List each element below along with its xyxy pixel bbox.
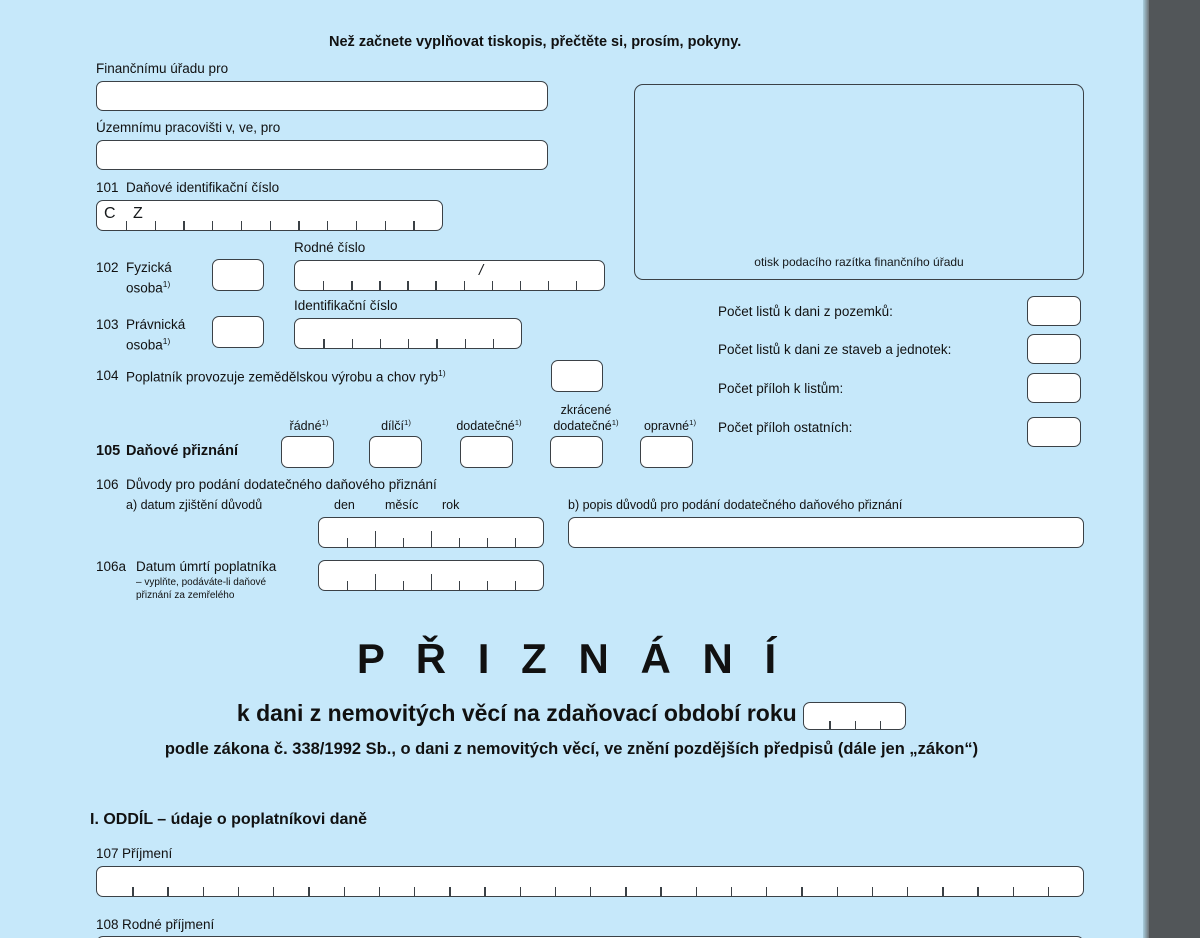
rodne-cislo-label: Rodné číslo (294, 240, 366, 255)
stamp-caption: otisk podacího razítka finančního úřadu (754, 255, 964, 269)
row-105-option-dodatecne-checkbox[interactable] (460, 436, 513, 468)
row-105-label: Daňové přiznání (126, 443, 238, 459)
date-header-mesic: měsíc (385, 498, 419, 512)
row-101-label: Daňové identifikační číslo (126, 180, 280, 195)
row-105-option-dodatecne-label: dodatečné$^{1)}$ (456, 418, 522, 434)
row-105-option-opravne-checkbox[interactable] (640, 436, 693, 468)
row-101-prefix-c: C (104, 205, 116, 222)
count-label-0: Počet listů k dani z pozemků: (718, 304, 893, 319)
count-input-1[interactable] (1027, 334, 1081, 364)
page-subtitle (0, 698, 1143, 732)
row-104-checkbox[interactable] (551, 360, 603, 392)
row-107-input[interactable] (96, 866, 1084, 897)
row-106-label: Důvody pro podání dodatečného daňového přiznání (126, 477, 437, 492)
row-101-number: 101 (96, 180, 119, 195)
page-subtitle-text: k dani z nemovitých věcí na zdaňovací období roku (236, 700, 797, 727)
row-106a-number: 106a (96, 559, 127, 574)
financni-urad-label: Finančnímu úřadu pro (96, 61, 229, 76)
row-105-option-zkracene-label-line2: dodatečné$^{1)}$ (553, 418, 619, 434)
row-106-date-input[interactable] (318, 517, 544, 548)
row-101-comb (97, 201, 442, 230)
row-108-label: Rodné příjmení (122, 917, 215, 932)
row-107-label: Příjmení (122, 846, 173, 861)
row-106-b-input[interactable] (568, 517, 1084, 548)
row-104-label: Poplatník provozuje zemědělskou výrobu a chov ryb$^{1)}$ (126, 368, 446, 385)
row-106-date-comb (319, 518, 543, 547)
row-101-prefix-z: Z (133, 205, 143, 222)
row-106-a-label: a) datum zjištění důvodů (126, 498, 263, 512)
identifikacni-cislo-comb (295, 319, 521, 348)
row-102-checkbox[interactable] (212, 259, 264, 291)
row-108-number: 108 (96, 917, 119, 932)
count-input-0[interactable] (1027, 296, 1081, 326)
date-header-rok: rok (442, 498, 460, 512)
count-input-2[interactable] (1027, 373, 1081, 403)
row-103-checkbox[interactable] (212, 316, 264, 348)
count-label-2: Počet příloh k listům: (718, 381, 844, 396)
row-106-b-label: b) popis důvodů pro podání dodatečného daňového přiznání (568, 498, 903, 512)
row-106a-date-comb (319, 561, 543, 590)
row-104-number: 104 (96, 368, 119, 383)
row-107-number: 107 (96, 846, 119, 861)
rodne-cislo-input[interactable] (294, 260, 605, 291)
row-105-option-zkracene-label-line1: zkrácené (560, 403, 612, 417)
year-input[interactable] (803, 702, 906, 730)
rodne-cislo-separator: / (479, 262, 484, 279)
uzemni-pracoviste-label: Územnímu pracovišti v, ve, pro (96, 120, 281, 135)
row-106a-note-line2: přiznání za zemřelého (136, 590, 235, 601)
uzemni-pracoviste-input[interactable] (96, 140, 548, 170)
row-105-option-radne-label: řádné$^{1)}$ (289, 418, 329, 434)
stamp-box (634, 84, 1084, 280)
row-103-label-line2: osoba$^{1)}$ (126, 336, 171, 353)
row-105-option-dilci-checkbox[interactable] (369, 436, 422, 468)
count-label-1: Počet listů k dani ze staveb a jednotek: (718, 342, 952, 357)
row-101-dic-input[interactable] (96, 200, 443, 231)
row-106a-label: Datum úmrtí poplatníka (136, 559, 277, 574)
row-105-option-opravne-label: opravné$^{1)}$ (643, 418, 697, 434)
row-106-number: 106 (96, 477, 119, 492)
financni-urad-input[interactable] (96, 81, 548, 111)
row-105-option-zkracene-dodatecne-checkbox[interactable] (550, 436, 603, 468)
row-105-option-radne-checkbox[interactable] (281, 436, 334, 468)
rodne-cislo-comb (295, 261, 604, 290)
page-title: P Ř I Z N Á N Í (356, 635, 787, 682)
row-103-number: 103 (96, 317, 119, 332)
identifikacni-cislo-label: Identifikační číslo (294, 298, 398, 313)
date-header-den: den (334, 498, 355, 512)
section-heading: I. ODDÍL – údaje o poplatníkovi daně (90, 811, 368, 828)
identifikacni-cislo-input[interactable] (294, 318, 522, 349)
row-105-option-dilci-label: dílčí$^{1)}$ (381, 418, 411, 434)
row-107-comb (97, 867, 1083, 896)
viewer-background (1149, 0, 1200, 938)
row-102-number: 102 (96, 260, 119, 275)
law-reference-line: podle zákona č. 338/1992 Sb., o dani z nemovitých věcí, ve znění pozdějších předpisů (dále jen „zákon“) (164, 740, 979, 758)
count-input-3[interactable] (1027, 417, 1081, 447)
year-comb (804, 703, 905, 729)
row-102-label-line1: Fyzická (126, 260, 172, 275)
count-label-3: Počet příloh ostatních: (718, 420, 853, 435)
instruction-header: Než začnete vyplňovat tiskopis, přečtěte si, prosím, pokyny. (329, 34, 742, 50)
row-106a-note-line1: – vyplňte, podáváte-li daňové (136, 577, 267, 588)
year-box-wrapper (803, 698, 906, 732)
row-105-number: 105 (96, 443, 121, 459)
row-102-label-line2: osoba$^{1)}$ (126, 279, 171, 296)
row-103-label-line1: Právnická (126, 317, 186, 332)
row-106a-date-input[interactable] (318, 560, 544, 591)
